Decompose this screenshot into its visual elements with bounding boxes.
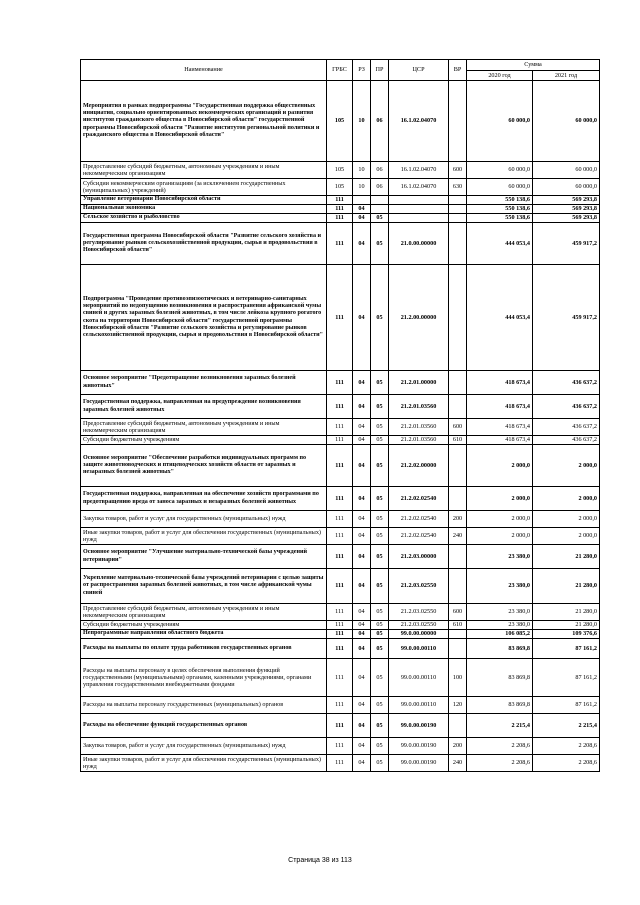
cell-name: Сельское хозяйство и рыболовство — [81, 214, 327, 223]
cell-csr: 21.2.02.02540 — [389, 487, 449, 511]
cell-vr: 610 — [449, 621, 467, 630]
cell-y2021: 459 917,2 — [533, 223, 600, 265]
cell-rz: 10 — [353, 81, 371, 162]
cell-vr — [449, 371, 467, 395]
cell-grbs: 111 — [327, 511, 353, 528]
header-rz: РЗ — [353, 60, 371, 81]
cell-y2021: 2 000,0 — [533, 511, 600, 528]
cell-pr: 05 — [371, 528, 389, 545]
cell-y2021: 21 280,0 — [533, 621, 600, 630]
cell-grbs: 105 — [327, 162, 353, 179]
cell-y2020: 106 085,2 — [467, 630, 533, 639]
cell-pr: 05 — [371, 621, 389, 630]
cell-pr — [371, 196, 389, 205]
cell-csr: 21.2.01.03560 — [389, 419, 449, 436]
header-pr: ПР — [371, 60, 389, 81]
table-row — [81, 545, 600, 569]
cell-y2020: 83 869,8 — [467, 659, 533, 697]
table-row — [81, 659, 600, 697]
cell-csr: 21.2.03.02550 — [389, 604, 449, 621]
cell-y2020: 83 869,8 — [467, 639, 533, 659]
cell-vr — [449, 545, 467, 569]
cell-name: Государственная поддержка, направленная на предупреждение возникновения заразных болезней животных — [81, 395, 327, 419]
page-number: Страница 38 из 113 — [288, 857, 352, 864]
cell-vr — [449, 265, 467, 371]
cell-y2020: 60 000,0 — [467, 162, 533, 179]
cell-grbs: 111 — [327, 528, 353, 545]
cell-grbs: 111 — [327, 196, 353, 205]
cell-y2021: 569 293,8 — [533, 214, 600, 223]
table-row — [81, 395, 600, 419]
table-row — [81, 487, 600, 511]
cell-name: Укрепление материально-технической базы учреждений ветеринарии с целью защиты от распространения заразных болезней животных, в том числе африканской чумы свиней — [81, 569, 327, 604]
cell-grbs: 111 — [327, 604, 353, 621]
cell-y2021: 2 000,0 — [533, 445, 600, 487]
cell-pr: 05 — [371, 639, 389, 659]
cell-csr: 21.2.02.02540 — [389, 528, 449, 545]
cell-csr — [389, 205, 449, 214]
cell-grbs: 111 — [327, 697, 353, 714]
cell-y2021: 60 000,0 — [533, 81, 600, 162]
cell-pr: 06 — [371, 179, 389, 196]
cell-pr: 05 — [371, 436, 389, 445]
cell-rz: 04 — [353, 604, 371, 621]
cell-name: Иные закупки товаров, работ и услуг для обеспечения государственных (муниципальных) нужд — [81, 528, 327, 545]
cell-name: Непрограммные направления областного бюджета — [81, 630, 327, 639]
cell-y2021: 21 280,0 — [533, 545, 600, 569]
cell-grbs: 111 — [327, 436, 353, 445]
cell-csr: 99.0.00.00190 — [389, 714, 449, 738]
cell-csr: 21.2.01.03560 — [389, 436, 449, 445]
cell-y2021: 436 637,2 — [533, 436, 600, 445]
table-row — [81, 528, 600, 545]
table-row — [81, 738, 600, 755]
cell-pr: 05 — [371, 214, 389, 223]
cell-grbs: 105 — [327, 81, 353, 162]
cell-grbs: 111 — [327, 639, 353, 659]
cell-y2021: 459 917,2 — [533, 265, 600, 371]
cell-grbs: 105 — [327, 179, 353, 196]
cell-vr: 600 — [449, 419, 467, 436]
cell-csr: 21.0.00.00000 — [389, 223, 449, 265]
cell-csr — [389, 196, 449, 205]
cell-csr: 16.1.02.04070 — [389, 162, 449, 179]
cell-grbs: 111 — [327, 214, 353, 223]
cell-csr: 21.2.01.03560 — [389, 395, 449, 419]
cell-y2020: 2 208,6 — [467, 738, 533, 755]
cell-csr: 16.1.02.04070 — [389, 179, 449, 196]
cell-vr — [449, 630, 467, 639]
table-row — [81, 419, 600, 436]
cell-y2021: 2 000,0 — [533, 528, 600, 545]
table-row — [81, 196, 600, 205]
cell-csr: 99.0.00.00110 — [389, 639, 449, 659]
cell-y2021: 569 293,8 — [533, 205, 600, 214]
cell-name: Субсидии некоммерческим организациям (за исключением государственных (муниципальных) учреждений) — [81, 179, 327, 196]
cell-y2020: 418 673,4 — [467, 436, 533, 445]
cell-vr — [449, 639, 467, 659]
cell-csr — [389, 214, 449, 223]
cell-rz: 04 — [353, 659, 371, 697]
cell-name: Основное мероприятие "Улучшение материально-технической базы учреждений ветеринарии" — [81, 545, 327, 569]
cell-name: Иные закупки товаров, работ и услуг для обеспечения государственных (муниципальных) нужд — [81, 755, 327, 772]
cell-vr — [449, 205, 467, 214]
table-row — [81, 621, 600, 630]
cell-csr: 21.2.03.02550 — [389, 621, 449, 630]
cell-rz: 04 — [353, 511, 371, 528]
cell-y2020: 2 215,4 — [467, 714, 533, 738]
cell-pr: 05 — [371, 630, 389, 639]
cell-rz: 04 — [353, 214, 371, 223]
header-year-2021: 2021 год — [533, 71, 600, 81]
cell-csr: 99.0.00.00110 — [389, 659, 449, 697]
cell-rz — [353, 196, 371, 205]
table-row — [81, 445, 600, 487]
cell-grbs: 111 — [327, 205, 353, 214]
cell-y2020: 23 380,0 — [467, 569, 533, 604]
cell-y2020: 444 053,4 — [467, 265, 533, 371]
cell-rz: 04 — [353, 436, 371, 445]
cell-rz: 04 — [353, 419, 371, 436]
cell-y2021: 2 208,6 — [533, 755, 600, 772]
cell-pr: 05 — [371, 445, 389, 487]
cell-grbs: 111 — [327, 487, 353, 511]
cell-vr: 240 — [449, 528, 467, 545]
cell-y2021: 2 000,0 — [533, 487, 600, 511]
cell-y2021: 87 161,2 — [533, 659, 600, 697]
cell-rz: 04 — [353, 223, 371, 265]
header-vr: ВР — [449, 60, 467, 81]
budget-table — [80, 59, 600, 772]
cell-y2021: 60 000,0 — [533, 162, 600, 179]
table-row — [81, 569, 600, 604]
table-row — [81, 265, 600, 371]
cell-grbs: 111 — [327, 630, 353, 639]
cell-name: Закупка товаров, работ и услуг для государственных (муниципальных) нужд — [81, 738, 327, 755]
cell-y2020: 2 000,0 — [467, 445, 533, 487]
cell-pr: 05 — [371, 511, 389, 528]
cell-vr: 200 — [449, 511, 467, 528]
cell-rz: 04 — [353, 205, 371, 214]
cell-rz: 04 — [353, 714, 371, 738]
cell-y2020: 550 138,6 — [467, 214, 533, 223]
cell-grbs: 111 — [327, 738, 353, 755]
table-body — [81, 81, 600, 772]
cell-y2020: 2 000,0 — [467, 528, 533, 545]
cell-rz: 04 — [353, 371, 371, 395]
cell-y2021: 569 293,8 — [533, 196, 600, 205]
cell-y2020: 23 380,0 — [467, 545, 533, 569]
cell-name: Мероприятия в рамках подпрограммы "Государственная поддержка общественных инициатив, социально ориентированных некоммерческих организаций и развития институтов гражданского общества в Новосибирской области" государственной программы Новосибирской области "Развитие институтов региональной политики и гражданского общества в Новосибирской области" — [81, 81, 327, 162]
cell-pr: 05 — [371, 755, 389, 772]
cell-y2020: 2 000,0 — [467, 511, 533, 528]
cell-vr — [449, 214, 467, 223]
cell-pr: 05 — [371, 659, 389, 697]
cell-pr: 05 — [371, 604, 389, 621]
cell-y2020: 2 208,6 — [467, 755, 533, 772]
cell-rz: 04 — [353, 569, 371, 604]
cell-grbs: 111 — [327, 714, 353, 738]
cell-vr — [449, 569, 467, 604]
cell-vr: 240 — [449, 755, 467, 772]
table-row — [81, 205, 600, 214]
cell-y2021: 436 637,2 — [533, 371, 600, 395]
cell-csr: 99.0.00.00000 — [389, 630, 449, 639]
cell-csr: 21.2.02.02540 — [389, 511, 449, 528]
cell-pr: 06 — [371, 162, 389, 179]
cell-rz: 04 — [353, 265, 371, 371]
cell-pr: 05 — [371, 265, 389, 371]
cell-grbs: 111 — [327, 445, 353, 487]
cell-csr: 21.2.03.00000 — [389, 545, 449, 569]
cell-y2020: 418 673,4 — [467, 419, 533, 436]
cell-rz: 04 — [353, 630, 371, 639]
cell-csr: 21.2.00.00000 — [389, 265, 449, 371]
cell-grbs: 111 — [327, 371, 353, 395]
cell-rz: 04 — [353, 738, 371, 755]
table-row — [81, 511, 600, 528]
cell-name: Субсидии бюджетным учреждениям — [81, 436, 327, 445]
cell-pr: 05 — [371, 697, 389, 714]
cell-y2021: 21 280,0 — [533, 604, 600, 621]
cell-name: Основное мероприятие "Предотвращение возникновения заразных болезней животных" — [81, 371, 327, 395]
cell-rz: 04 — [353, 697, 371, 714]
cell-csr: 21.2.03.02550 — [389, 569, 449, 604]
cell-name: Подпрограмма "Проведение противоэпизоотических и ветеринарно-санитарных мероприятий по недопущению возникновения и распространения африканской чумы свиней и других заразных болезней животных, в том числе лейкоза крупного рогатого скота на территории Новосибирской области" государственной программы Новосибирской области "Развитие сельского хозяйства и регулирование рынков сельскохозяйственной продукции, сырья и продовольствия в Новосибирской области" — [81, 265, 327, 371]
cell-vr — [449, 487, 467, 511]
cell-y2021: 436 637,2 — [533, 419, 600, 436]
cell-y2021: 436 637,2 — [533, 395, 600, 419]
cell-rz: 04 — [353, 445, 371, 487]
table-row — [81, 214, 600, 223]
cell-csr: 99.0.00.00110 — [389, 697, 449, 714]
cell-rz: 04 — [353, 621, 371, 630]
cell-y2020: 418 673,4 — [467, 371, 533, 395]
cell-rz: 04 — [353, 545, 371, 569]
table-row — [81, 162, 600, 179]
cell-y2021: 87 161,2 — [533, 697, 600, 714]
cell-y2021: 21 280,0 — [533, 569, 600, 604]
cell-name: Государственная программа Новосибирской области "Развитие сельского хозяйства и регулирование рынков сельскохозяйственной продукции, сырья и продовольствия в Новосибирской области" — [81, 223, 327, 265]
cell-grbs: 111 — [327, 569, 353, 604]
cell-pr — [371, 205, 389, 214]
cell-y2020: 418 673,4 — [467, 395, 533, 419]
header-name: Наименование — [81, 60, 327, 81]
cell-name: Основное мероприятие "Обеспечение разработки индивидуальных программ по защите животноводческих и птицеводческих хозяйств области от заразных и незаразных болезней животных" — [81, 445, 327, 487]
cell-y2020: 23 380,0 — [467, 604, 533, 621]
cell-y2021: 2 215,4 — [533, 714, 600, 738]
cell-rz: 04 — [353, 528, 371, 545]
cell-name: Расходы на выплаты по оплате труда работников государственных органов — [81, 639, 327, 659]
cell-grbs: 111 — [327, 659, 353, 697]
cell-name: Предоставление субсидий бюджетным, автономным учреждениям и иным некоммерческим организациям — [81, 419, 327, 436]
header-grbs: ГРБС — [327, 60, 353, 81]
cell-rz: 10 — [353, 179, 371, 196]
cell-name: Государственная поддержка, направленная на обеспечение хозяйств программами по предотвращению вреда от заноса заразных и незаразных болезней животных — [81, 487, 327, 511]
cell-y2020: 23 380,0 — [467, 621, 533, 630]
cell-vr — [449, 395, 467, 419]
cell-vr — [449, 196, 467, 205]
cell-y2020: 444 053,4 — [467, 223, 533, 265]
table-row — [81, 714, 600, 738]
table-row — [81, 436, 600, 445]
cell-vr: 600 — [449, 162, 467, 179]
table-row — [81, 371, 600, 395]
cell-vr: 630 — [449, 179, 467, 196]
cell-grbs: 111 — [327, 395, 353, 419]
cell-vr: 610 — [449, 436, 467, 445]
cell-rz: 04 — [353, 639, 371, 659]
cell-pr: 05 — [371, 223, 389, 265]
table-row — [81, 179, 600, 196]
header-csr: ЦСР — [389, 60, 449, 81]
cell-rz: 04 — [353, 755, 371, 772]
cell-y2020: 83 869,8 — [467, 697, 533, 714]
cell-y2021: 60 000,0 — [533, 179, 600, 196]
cell-pr: 05 — [371, 371, 389, 395]
cell-y2020: 550 138,6 — [467, 196, 533, 205]
table-row — [81, 697, 600, 714]
cell-vr: 120 — [449, 697, 467, 714]
cell-y2021: 109 376,6 — [533, 630, 600, 639]
cell-y2020: 60 000,0 — [467, 179, 533, 196]
cell-csr: 99.0.00.00190 — [389, 755, 449, 772]
cell-vr: 100 — [449, 659, 467, 697]
cell-grbs: 111 — [327, 545, 353, 569]
cell-vr — [449, 714, 467, 738]
header-year-2020: 2020 год — [467, 71, 533, 81]
cell-name: Управление ветеринарии Новосибирской области — [81, 196, 327, 205]
cell-pr: 06 — [371, 81, 389, 162]
cell-pr: 05 — [371, 487, 389, 511]
cell-grbs: 111 — [327, 419, 353, 436]
cell-pr: 05 — [371, 738, 389, 755]
cell-y2021: 87 161,2 — [533, 639, 600, 659]
cell-y2020: 550 138,6 — [467, 205, 533, 214]
cell-rz: 10 — [353, 162, 371, 179]
cell-rz: 04 — [353, 487, 371, 511]
cell-y2020: 60 000,0 — [467, 81, 533, 162]
cell-pr: 05 — [371, 714, 389, 738]
cell-name: Закупка товаров, работ и услуг для государственных (муниципальных) нужд — [81, 511, 327, 528]
table-row — [81, 639, 600, 659]
cell-pr: 05 — [371, 569, 389, 604]
table-row — [81, 604, 600, 621]
cell-name: Предоставление субсидий бюджетным, автономным учреждениям и иным некоммерческим организациям — [81, 162, 327, 179]
cell-name: Субсидии бюджетным учреждениям — [81, 621, 327, 630]
table-row — [81, 755, 600, 772]
cell-name: Расходы на выплаты персоналу в целях обеспечения выполнения функций государственными (муниципальными) органами, казенными учреждениями, органами управления государственными внебюджетными фондами — [81, 659, 327, 697]
cell-pr: 05 — [371, 419, 389, 436]
header-sum: Сумма — [467, 60, 600, 71]
cell-y2021: 2 208,6 — [533, 738, 600, 755]
cell-name: Расходы на обеспечение функций государственных органов — [81, 714, 327, 738]
cell-grbs: 111 — [327, 755, 353, 772]
cell-vr: 200 — [449, 738, 467, 755]
cell-y2020: 2 000,0 — [467, 487, 533, 511]
cell-pr: 05 — [371, 545, 389, 569]
cell-grbs: 111 — [327, 223, 353, 265]
table-row — [81, 223, 600, 265]
cell-csr: 21.2.02.00000 — [389, 445, 449, 487]
cell-name: Национальная экономика — [81, 205, 327, 214]
table-row — [81, 81, 600, 162]
cell-vr — [449, 445, 467, 487]
cell-csr: 99.0.00.00190 — [389, 738, 449, 755]
cell-grbs: 111 — [327, 621, 353, 630]
cell-vr — [449, 223, 467, 265]
cell-vr: 600 — [449, 604, 467, 621]
cell-csr: 21.2.01.00000 — [389, 371, 449, 395]
table-row — [81, 630, 600, 639]
cell-name: Предоставление субсидий бюджетным, автономным учреждениям и иным некоммерческим организациям — [81, 604, 327, 621]
cell-name: Расходы на выплаты персоналу государственных (муниципальных) органов — [81, 697, 327, 714]
cell-csr: 16.1.02.04070 — [389, 81, 449, 162]
cell-rz: 04 — [353, 395, 371, 419]
cell-vr — [449, 81, 467, 162]
cell-pr: 05 — [371, 395, 389, 419]
cell-grbs: 111 — [327, 265, 353, 371]
